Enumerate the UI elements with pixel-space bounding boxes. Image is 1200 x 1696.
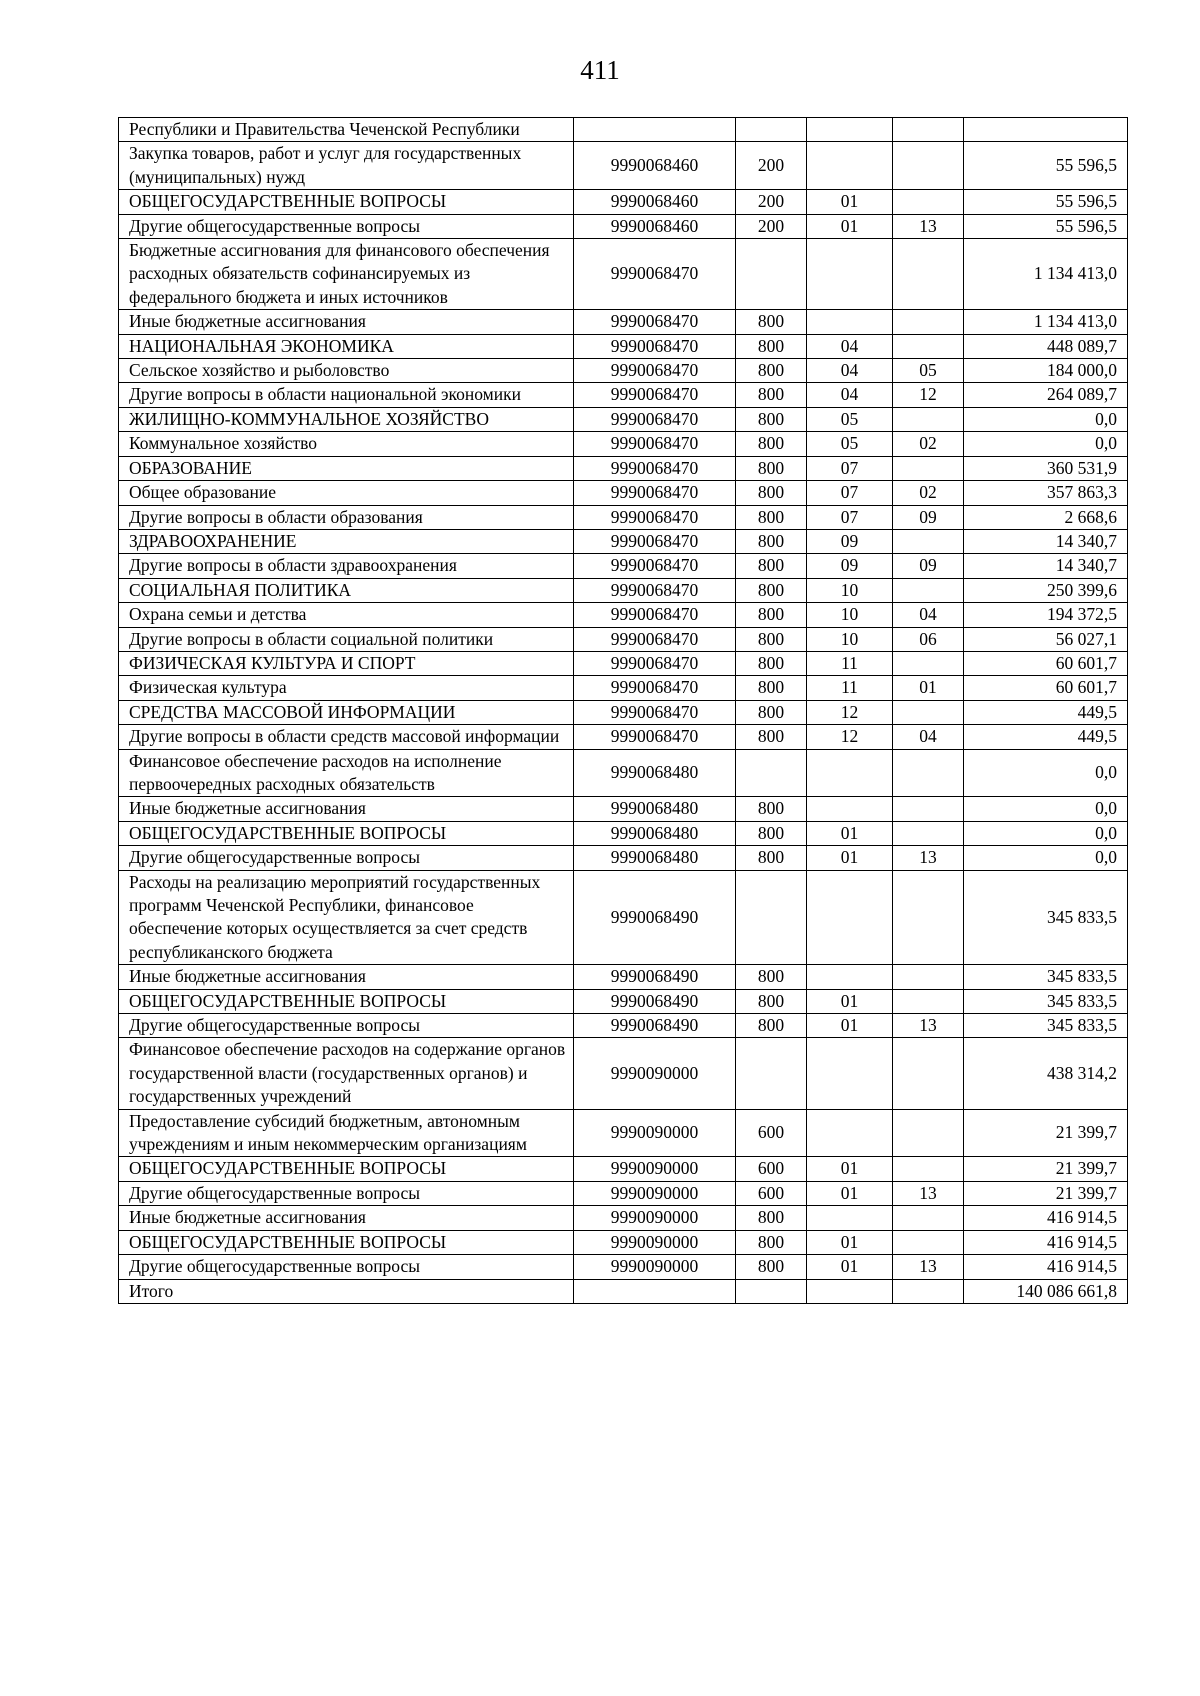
row-section-cell: 01 [807,846,893,870]
row-code-cell: 9990068470 [574,554,736,578]
row-name-cell: Республики и Правительства Чеченской Республики [119,118,574,142]
row-sum-cell: 345 833,5 [964,870,1128,965]
row-section-cell [807,1109,893,1157]
row-expense-type-cell: 200 [736,142,807,190]
row-code-cell: 9990068460 [574,142,736,190]
row-name-cell: Другие вопросы в области средств массовой информации [119,725,574,749]
row-subsection-cell [893,1038,964,1109]
row-expense-type-cell [736,870,807,965]
row-sum-cell: 21 399,7 [964,1157,1128,1181]
row-section-cell [807,797,893,821]
row-code-cell: 9990068470 [574,651,736,675]
row-subsection-cell: 02 [893,432,964,456]
row-sum-cell: 14 340,7 [964,554,1128,578]
row-code-cell: 9990068470 [574,676,736,700]
row-sum-cell: 438 314,2 [964,1038,1128,1109]
row-subsection-cell [893,142,964,190]
row-code-cell: 9990068470 [574,529,736,553]
row-sum-cell: 345 833,5 [964,965,1128,989]
row-section-cell: 07 [807,505,893,529]
row-subsection-cell: 13 [893,1181,964,1205]
row-name-cell: Коммунальное хозяйство [119,432,574,456]
row-subsection-cell: 13 [893,846,964,870]
row-section-cell: 01 [807,1230,893,1254]
table-row [119,846,1128,870]
row-sum-cell: 0,0 [964,749,1128,797]
row-name-cell: ОБЩЕГОСУДАРСТВЕННЫЕ ВОПРОСЫ [119,821,574,845]
row-code-cell: 9990068470 [574,456,736,480]
row-subsection-cell: 04 [893,725,964,749]
row-code-cell: 9990090000 [574,1038,736,1109]
row-subsection-cell: 01 [893,676,964,700]
row-name-cell: ОБЩЕГОСУДАРСТВЕННЫЕ ВОПРОСЫ [119,989,574,1013]
row-code-cell: 9990068480 [574,749,736,797]
row-sum-cell: 250 399,6 [964,578,1128,602]
table-row [119,432,1128,456]
row-sum-cell [964,118,1128,142]
row-subsection-cell: 06 [893,627,964,651]
row-expense-type-cell [736,1279,807,1303]
row-name-cell: Иные бюджетные ассигнования [119,1206,574,1230]
row-expense-type-cell: 800 [736,700,807,724]
table-row [119,700,1128,724]
row-expense-type-cell: 800 [736,651,807,675]
row-code-cell: 9990068470 [574,383,736,407]
row-expense-type-cell: 800 [736,456,807,480]
row-code-cell: 9990068470 [574,481,736,505]
row-code-cell: 9990068470 [574,239,736,310]
row-name-cell: ЗДРАВООХРАНЕНИЕ [119,529,574,553]
table-row [119,1157,1128,1181]
row-section-cell: 01 [807,1157,893,1181]
row-subsection-cell: 02 [893,481,964,505]
row-sum-cell: 60 601,7 [964,651,1128,675]
row-expense-type-cell: 800 [736,676,807,700]
table-row [119,965,1128,989]
row-name-cell: ФИЗИЧЕСКАЯ КУЛЬТУРА И СПОРТ [119,651,574,675]
row-expense-type-cell: 200 [736,214,807,238]
row-expense-type-cell: 600 [736,1109,807,1157]
table-row [119,797,1128,821]
row-section-cell: 07 [807,456,893,480]
row-expense-type-cell: 800 [736,481,807,505]
row-expense-type-cell [736,749,807,797]
row-section-cell [807,1038,893,1109]
row-subsection-cell [893,797,964,821]
table-row [119,989,1128,1013]
row-sum-cell: 264 089,7 [964,383,1128,407]
row-section-cell: 01 [807,1181,893,1205]
row-subsection-cell [893,190,964,214]
row-subsection-cell [893,1206,964,1230]
row-name-cell: Бюджетные ассигнования для финансового обеспечения расходных обязательств софинансируемых из федерального бюджета и иных источников [119,239,574,310]
row-code-cell: 9990068470 [574,603,736,627]
row-code-cell: 9990090000 [574,1109,736,1157]
row-expense-type-cell: 800 [736,334,807,358]
row-section-cell: 04 [807,383,893,407]
table-row [119,554,1128,578]
row-subsection-cell: 13 [893,1014,964,1038]
row-sum-cell: 449,5 [964,725,1128,749]
row-code-cell: 9990068470 [574,725,736,749]
row-expense-type-cell: 800 [736,407,807,431]
table-row [119,1109,1128,1157]
row-name-cell: Расходы на реализацию мероприятий государственных программ Чеченской Республики, финансовое обеспечение которых осуществляется за счет средств республиканского бюджета [119,870,574,965]
row-code-cell: 9990068470 [574,578,736,602]
row-expense-type-cell: 800 [736,310,807,334]
row-sum-cell: 21 399,7 [964,1181,1128,1205]
table-row [119,725,1128,749]
row-code-cell: 9990068490 [574,965,736,989]
table-row [119,749,1128,797]
row-section-cell: 05 [807,432,893,456]
row-expense-type-cell: 800 [736,603,807,627]
row-subsection-cell [893,651,964,675]
row-section-cell [807,118,893,142]
row-section-cell: 10 [807,578,893,602]
row-subsection-cell: 09 [893,505,964,529]
table-row [119,1014,1128,1038]
row-sum-cell: 60 601,7 [964,676,1128,700]
row-section-cell [807,870,893,965]
row-sum-cell: 345 833,5 [964,989,1128,1013]
row-section-cell: 01 [807,1255,893,1279]
row-name-cell: СОЦИАЛЬНАЯ ПОЛИТИКА [119,578,574,602]
row-expense-type-cell: 600 [736,1181,807,1205]
row-code-cell: 9990068470 [574,505,736,529]
row-subsection-cell [893,239,964,310]
row-name-cell: Охрана семьи и детства [119,603,574,627]
row-section-cell: 07 [807,481,893,505]
row-subsection-cell [893,1230,964,1254]
table-row [119,214,1128,238]
row-sum-cell: 1 134 413,0 [964,239,1128,310]
row-subsection-cell [893,334,964,358]
row-sum-cell: 21 399,7 [964,1109,1128,1157]
row-subsection-cell: 04 [893,603,964,627]
row-name-cell: Предоставление субсидий бюджетным, автономным учреждениям и иным некоммерческим организациям [119,1109,574,1157]
row-section-cell: 01 [807,1014,893,1038]
table-row [119,505,1128,529]
row-sum-cell: 416 914,5 [964,1206,1128,1230]
row-sum-cell: 0,0 [964,432,1128,456]
table-row [119,1181,1128,1205]
row-subsection-cell [893,821,964,845]
row-subsection-cell: 05 [893,359,964,383]
row-section-cell: 11 [807,676,893,700]
row-section-cell: 09 [807,529,893,553]
row-name-cell: Финансовое обеспечение расходов на содержание органов государственной власти (государственных органов) и государственных учреждений [119,1038,574,1109]
table-row [119,334,1128,358]
row-expense-type-cell: 800 [736,505,807,529]
table-row [119,603,1128,627]
row-name-cell: ОБЩЕГОСУДАРСТВЕННЫЕ ВОПРОСЫ [119,1230,574,1254]
row-name-cell: Другие общегосударственные вопросы [119,1014,574,1038]
row-expense-type-cell: 800 [736,554,807,578]
table-row [119,1279,1128,1303]
table-row [119,1038,1128,1109]
row-code-cell: 9990068480 [574,797,736,821]
row-code-cell: 9990068470 [574,359,736,383]
row-section-cell: 01 [807,821,893,845]
row-expense-type-cell: 800 [736,725,807,749]
row-code-cell: 9990090000 [574,1206,736,1230]
row-section-cell [807,1279,893,1303]
row-expense-type-cell: 800 [736,383,807,407]
row-code-cell: 9990068490 [574,1014,736,1038]
row-subsection-cell [893,1157,964,1181]
row-sum-cell: 55 596,5 [964,142,1128,190]
row-subsection-cell: 13 [893,1255,964,1279]
row-code-cell: 9990090000 [574,1181,736,1205]
row-name-cell: Другие общегосударственные вопросы [119,846,574,870]
row-name-cell: ЖИЛИЩНО-КОММУНАЛЬНОЕ ХОЗЯЙСТВО [119,407,574,431]
row-expense-type-cell [736,1038,807,1109]
table-row [119,870,1128,965]
row-name-cell: Общее образование [119,481,574,505]
row-code-cell: 9990090000 [574,1230,736,1254]
row-expense-type-cell: 600 [736,1157,807,1181]
row-code-cell: 9990068470 [574,627,736,651]
row-sum-cell: 55 596,5 [964,190,1128,214]
row-expense-type-cell: 800 [736,627,807,651]
row-name-cell: Другие вопросы в области образования [119,505,574,529]
row-code-cell: 9990068480 [574,821,736,845]
row-section-cell [807,239,893,310]
row-section-cell: 01 [807,190,893,214]
table-row [119,578,1128,602]
row-code-cell: 9990068470 [574,334,736,358]
row-subsection-cell: 09 [893,554,964,578]
row-name-cell: Итого [119,1279,574,1303]
table-row [119,383,1128,407]
row-sum-cell: 184 000,0 [964,359,1128,383]
row-section-cell: 04 [807,359,893,383]
row-section-cell [807,142,893,190]
table-row [119,456,1128,480]
row-name-cell: СРЕДСТВА МАССОВОЙ ИНФОРМАЦИИ [119,700,574,724]
row-subsection-cell [893,1279,964,1303]
row-sum-cell: 357 863,3 [964,481,1128,505]
row-sum-cell: 448 089,7 [964,334,1128,358]
table-row [119,481,1128,505]
row-code-cell: 9990068490 [574,989,736,1013]
table-row [119,627,1128,651]
row-section-cell: 01 [807,989,893,1013]
row-expense-type-cell: 800 [736,846,807,870]
row-code-cell: 9990090000 [574,1255,736,1279]
row-subsection-cell [893,407,964,431]
table-row [119,310,1128,334]
row-sum-cell: 14 340,7 [964,529,1128,553]
row-name-cell: ОБРАЗОВАНИЕ [119,456,574,480]
row-expense-type-cell: 800 [736,821,807,845]
table-row [119,1255,1128,1279]
table-row [119,239,1128,310]
row-sum-cell: 416 914,5 [964,1230,1128,1254]
row-subsection-cell [893,749,964,797]
row-section-cell [807,965,893,989]
row-section-cell: 05 [807,407,893,431]
table-row [119,1206,1128,1230]
row-sum-cell: 194 372,5 [964,603,1128,627]
row-sum-cell: 0,0 [964,407,1128,431]
row-subsection-cell [893,1109,964,1157]
table-row [119,651,1128,675]
row-sum-cell: 0,0 [964,846,1128,870]
row-section-cell: 11 [807,651,893,675]
row-sum-cell: 55 596,5 [964,214,1128,238]
row-name-cell: Другие общегосударственные вопросы [119,214,574,238]
row-name-cell: Иные бюджетные ассигнования [119,310,574,334]
row-code-cell [574,118,736,142]
row-name-cell: Другие вопросы в области социальной политики [119,627,574,651]
table-row [119,407,1128,431]
row-code-cell: 9990068490 [574,870,736,965]
row-code-cell: 9990068460 [574,214,736,238]
table-row [119,142,1128,190]
row-name-cell: Другие общегосударственные вопросы [119,1255,574,1279]
table-row [119,529,1128,553]
row-name-cell: Закупка товаров, работ и услуг для государственных (муниципальных) нужд [119,142,574,190]
row-section-cell: 12 [807,725,893,749]
row-code-cell: 9990068470 [574,407,736,431]
row-expense-type-cell: 200 [736,190,807,214]
row-expense-type-cell [736,118,807,142]
row-section-cell: 10 [807,603,893,627]
row-expense-type-cell: 800 [736,1230,807,1254]
row-expense-type-cell [736,239,807,310]
row-code-cell: 9990068480 [574,846,736,870]
row-subsection-cell [893,700,964,724]
row-name-cell: ОБЩЕГОСУДАРСТВЕННЫЕ ВОПРОСЫ [119,1157,574,1181]
row-subsection-cell [893,310,964,334]
table-row [119,118,1128,142]
row-sum-cell: 0,0 [964,797,1128,821]
row-subsection-cell: 13 [893,214,964,238]
row-subsection-cell [893,989,964,1013]
row-expense-type-cell: 800 [736,1206,807,1230]
row-section-cell: 04 [807,334,893,358]
row-expense-type-cell: 800 [736,989,807,1013]
row-expense-type-cell: 800 [736,529,807,553]
table-row [119,676,1128,700]
table-row [119,1230,1128,1254]
row-code-cell: 9990090000 [574,1157,736,1181]
table-row [119,190,1128,214]
row-section-cell: 10 [807,627,893,651]
row-name-cell: Сельское хозяйство и рыболовство [119,359,574,383]
row-name-cell: ОБЩЕГОСУДАРСТВЕННЫЕ ВОПРОСЫ [119,190,574,214]
row-name-cell: Другие общегосударственные вопросы [119,1181,574,1205]
row-name-cell: НАЦИОНАЛЬНАЯ ЭКОНОМИКА [119,334,574,358]
budget-table [118,117,1128,1304]
row-expense-type-cell: 800 [736,1255,807,1279]
row-subsection-cell [893,870,964,965]
row-subsection-cell [893,578,964,602]
row-name-cell: Иные бюджетные ассигнования [119,797,574,821]
row-name-cell: Иные бюджетные ассигнования [119,965,574,989]
row-sum-cell: 140 086 661,8 [964,1279,1128,1303]
row-code-cell: 9990068470 [574,700,736,724]
row-expense-type-cell: 800 [736,578,807,602]
row-subsection-cell [893,456,964,480]
row-subsection-cell [893,529,964,553]
row-section-cell [807,749,893,797]
budget-table-body [119,118,1128,1304]
row-sum-cell: 1 134 413,0 [964,310,1128,334]
row-expense-type-cell: 800 [736,797,807,821]
row-section-cell: 01 [807,214,893,238]
table-row [119,821,1128,845]
row-name-cell: Физическая культура [119,676,574,700]
row-section-cell: 09 [807,554,893,578]
row-sum-cell: 0,0 [964,821,1128,845]
row-subsection-cell [893,965,964,989]
row-sum-cell: 2 668,6 [964,505,1128,529]
row-sum-cell: 345 833,5 [964,1014,1128,1038]
row-subsection-cell: 12 [893,383,964,407]
row-sum-cell: 416 914,5 [964,1255,1128,1279]
page-number: 411 [580,55,620,85]
row-name-cell: Другие вопросы в области национальной экономики [119,383,574,407]
row-expense-type-cell: 800 [736,432,807,456]
row-sum-cell: 56 027,1 [964,627,1128,651]
row-section-cell [807,310,893,334]
row-expense-type-cell: 800 [736,965,807,989]
row-sum-cell: 360 531,9 [964,456,1128,480]
row-sum-cell: 449,5 [964,700,1128,724]
table-row [119,359,1128,383]
row-code-cell [574,1279,736,1303]
row-name-cell: Финансовое обеспечение расходов на исполнение первоочередных расходных обязательств [119,749,574,797]
row-expense-type-cell: 800 [736,359,807,383]
row-section-cell: 12 [807,700,893,724]
row-code-cell: 9990068470 [574,432,736,456]
row-expense-type-cell: 800 [736,1014,807,1038]
row-code-cell: 9990068470 [574,310,736,334]
row-name-cell: Другие вопросы в области здравоохранения [119,554,574,578]
row-subsection-cell [893,118,964,142]
row-code-cell: 9990068460 [574,190,736,214]
row-section-cell [807,1206,893,1230]
